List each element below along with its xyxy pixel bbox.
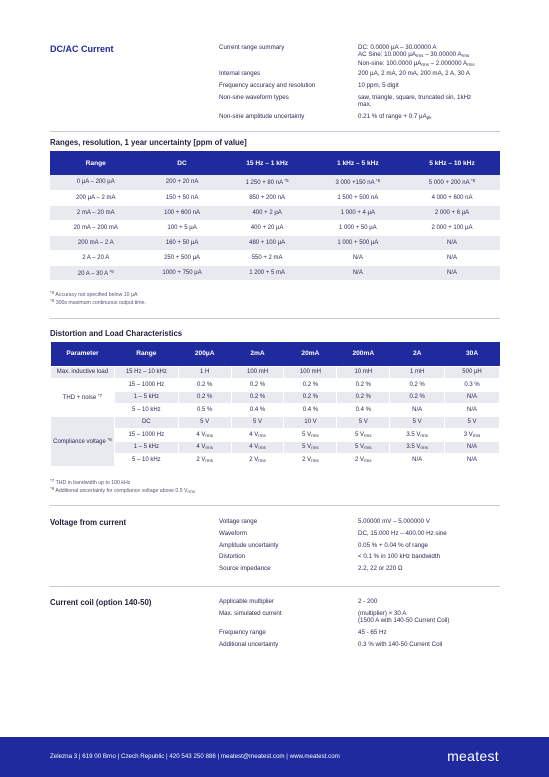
table-cell: N/A	[404, 265, 500, 280]
table-cell: 0.2 %	[390, 391, 445, 404]
coil-spec-value: 2 - 200	[358, 598, 378, 605]
table-cell: 0.2 %	[178, 391, 231, 404]
table-cell: 0.4 %	[337, 404, 390, 417]
table-cell: 0.5 %	[178, 404, 231, 417]
table-cell: 2 000 + 100 µA	[404, 220, 500, 235]
table-cell: 4 $V_{rms}$	[231, 441, 284, 454]
table-row	[51, 416, 500, 429]
coil-title: Current coil (option 140-50)	[50, 598, 152, 607]
table-row	[51, 441, 500, 454]
table-cell: 3.5 $V_{rms}$	[390, 441, 445, 454]
table-row	[51, 454, 500, 467]
voltage-spec-label: Waveform	[219, 529, 247, 537]
coil-spec-value: 45 - 65 Hz	[358, 629, 387, 636]
table-cell: 1 – 5 kHz	[114, 391, 178, 404]
dcac-spec-label: Frequency accuracy and resolution	[219, 82, 316, 89]
distortion-header-cell: 20mA	[284, 342, 337, 366]
table-cell: 5 – 10 kHz	[114, 404, 178, 417]
ranges-notes	[50, 290, 146, 307]
table-cell: N/A	[390, 404, 445, 417]
table-cell: 5 V	[390, 416, 445, 429]
table-cell: 5 V	[337, 416, 390, 429]
table-cell: 2 000 + 6 µA	[404, 205, 500, 220]
table-cell: 10 V	[284, 416, 337, 429]
dcac-spec-value: saw, triangle, square, truncated sin, 1kHz max.	[358, 93, 472, 108]
table-row	[50, 175, 500, 190]
table-cell: 480 + 100 µA	[223, 235, 312, 250]
ranges-header-cell: 15 Hz – 1 kHz	[223, 151, 312, 175]
table-cell: 0.4 %	[284, 404, 337, 417]
table-cell: 500 µH	[445, 366, 500, 379]
table-cell: 0.2 %	[284, 379, 337, 392]
ranges-table	[50, 151, 500, 281]
dcac-spec-value: 0.21 % of range + 0.7 µA$_{pk}$	[358, 112, 432, 120]
table-cell: 5 $V_{rms}$	[284, 429, 337, 442]
table-row	[51, 379, 500, 392]
table-cell: 1 000 + 500 µA	[312, 235, 404, 250]
table-cell: 550 + 2 mA	[223, 250, 312, 265]
table-cell: 2 $V_{rms}$	[337, 454, 390, 467]
table-row	[50, 220, 500, 235]
table-cell: 100 mH	[284, 366, 337, 379]
table-cell: 1 000 + 4 µA	[312, 205, 404, 220]
table-cell: 200 µA – 2 mA	[50, 190, 142, 205]
table-cell: N/A	[445, 454, 500, 467]
table-cell: 400 + 2 µA	[223, 205, 312, 220]
table-cell: 1 500 + 500 nA	[312, 190, 404, 205]
divider	[50, 131, 500, 132]
table-cell: 250 + 500 µA	[142, 250, 223, 265]
table-row	[50, 250, 500, 265]
table-cell: 3 $V_{rms}$	[445, 429, 500, 442]
table-cell: 400 + 20 µA	[223, 220, 312, 235]
table-cell: 2 $V_{rms}$	[231, 454, 284, 467]
distortion-notes	[50, 478, 195, 496]
voltage-spec-label: Source impedance	[219, 565, 271, 573]
coil-spec-value: 0.3 % with 140-50 Current Coil	[358, 640, 443, 648]
table-cell: 200 + 20 nA	[142, 175, 223, 190]
ranges-header-cell: 1 kHz – 5 kHz	[312, 151, 404, 175]
ranges-header-cell: 5 kHz – 10 kHz	[404, 151, 500, 175]
parameter-cell: Compliance voltage $^{*8}$	[51, 416, 115, 466]
note-5: $^{*5}$ Accuracy not specified below 10 µA	[50, 290, 138, 298]
voltage-spec-value: 2.2, 22 or 220 Ω	[358, 565, 403, 573]
distortion-title: Distortion and Load Characteristics	[50, 329, 183, 338]
divider	[50, 586, 500, 587]
table-cell: 0.4 %	[231, 404, 284, 417]
table-cell: 5 V	[231, 416, 284, 429]
divider	[50, 505, 500, 506]
note-8: $^{*8}$ Additional uncertainty for compliance voltage above 0.5 $V_{rms}$	[50, 486, 195, 495]
table-cell: 150 + 50 nA	[142, 190, 223, 205]
voltage-spec-value: < 0.1 % in 100 kHz bandwidth	[358, 553, 441, 561]
dcac-spec-value: DC: 0.0000 µA – 30.00000 A AC Sine: 10.0000 µA$_{rms}$ – 30.00000 $A_{rms}$ Non-sine: 100.0000 µA$_{rms}$ – 2.000000 $A_{rms}$	[358, 44, 475, 67]
table-cell: 0.2 %	[178, 379, 231, 392]
distortion-header-cell: 30A	[445, 342, 500, 366]
distortion-header-cell: 200µA	[178, 342, 231, 366]
distortion-header-cell: Range	[114, 342, 178, 366]
dcac-spec-label: Non-sine waveform types	[219, 93, 289, 101]
voltage-spec-label: Amplitude uncertainty	[219, 541, 279, 549]
table-cell: 0 µA – 200 µA	[50, 175, 142, 190]
voltage-spec-value: 5.00000 mV – 5.000000 V	[358, 518, 430, 525]
table-cell: 15 Hz – 10 kHz	[114, 366, 178, 379]
table-cell: 15 – 1000 Hz	[114, 429, 178, 442]
ranges-header-cell: Range	[50, 151, 142, 175]
table-cell: 1 000 + 50 µA	[312, 220, 404, 235]
distortion-table	[50, 342, 500, 467]
dcac-spec-value: 200 µA, 2 mA, 20 mA, 200 mA, 2 A, 30 A	[358, 70, 470, 78]
section-title-dcac: DC/AC Current	[50, 44, 114, 54]
table-cell: N/A	[312, 250, 404, 265]
table-cell: 4 $V_{rms}$	[178, 441, 231, 454]
ranges-title: Ranges, resolution, 1 year uncertainty [ppm of value]	[50, 138, 247, 147]
table-row	[50, 205, 500, 220]
table-cell: 0.3 %	[445, 379, 500, 392]
table-row	[51, 429, 500, 442]
table-cell: 0.2 %	[390, 379, 445, 392]
parameter-cell: THD + noise $^{*7}$	[51, 379, 115, 417]
footer-bar	[0, 737, 549, 777]
table-row	[50, 265, 500, 280]
table-cell: 5 $V_{rms}$	[337, 441, 390, 454]
distortion-header-cell: 2A	[390, 342, 445, 366]
table-row	[50, 190, 500, 205]
note-6: $^{*6}$ 300s maximum continuous output time.	[50, 298, 146, 307]
table-cell: DC	[114, 416, 178, 429]
table-cell: 3 000 +150 nA $^{*5}$	[312, 175, 404, 190]
table-cell: 2 mA – 20 mA	[50, 205, 142, 220]
table-cell: 5 V	[445, 416, 500, 429]
table-cell: N/A	[404, 250, 500, 265]
table-cell: 1 – 5 kHz	[114, 441, 178, 454]
table-cell: 0.2 %	[337, 391, 390, 404]
table-cell: 2 $V_{rms}$	[284, 454, 337, 467]
distortion-header-cell: Parameter	[51, 342, 115, 366]
table-cell: 200 mA – 2 A	[50, 235, 142, 250]
table-cell: 100 + 5 µA	[142, 220, 223, 235]
table-cell: 4 000 + 600 nA	[404, 190, 500, 205]
coil-spec-label: Max. simulated current	[219, 609, 282, 617]
footer-contact: Zelezna 3 | 619 00 Brno | Czech Republic | 420 543 250 886 | meatest@meatest.com | www.meatest.com	[50, 753, 340, 760]
voltage-spec-value: DC, 15.000 Hz – 400.00 Hz sine	[358, 529, 447, 537]
table-cell: N/A	[445, 441, 500, 454]
table-cell: 5 $V_{rms}$	[337, 429, 390, 442]
voltage-spec-value: 0.05 % + 0.04 % of range	[358, 541, 429, 549]
table-row	[51, 366, 500, 379]
table-cell: 20 mA – 200 mA	[50, 220, 142, 235]
meatest-logo: meatest	[447, 748, 499, 764]
table-cell: 2 $V_{rms}$	[178, 454, 231, 467]
table-cell: 10 mH	[337, 366, 390, 379]
coil-spec-label: Applicable multiplier	[219, 598, 275, 605]
parameter-cell: Max. inductive load	[51, 366, 115, 379]
distortion-header-cell: 200mA	[337, 342, 390, 366]
table-cell: 15 – 1000 Hz	[114, 379, 178, 392]
table-cell: 100 mH	[231, 366, 284, 379]
dcac-spec-label: Internal ranges	[219, 70, 261, 78]
voltage-title: Voltage from current	[50, 518, 127, 527]
ranges-header-cell: DC	[142, 151, 223, 175]
table-cell: 4 $V_{rms}$	[231, 429, 284, 442]
table-cell: N/A	[445, 404, 500, 417]
table-cell: 4 $V_{rms}$	[178, 429, 231, 442]
table-cell: 1 H	[178, 366, 231, 379]
table-cell: 160 + 50 µA	[142, 235, 223, 250]
table-cell: 5 – 10 kHz	[114, 454, 178, 467]
table-row	[51, 404, 500, 417]
voltage-spec-label: Voltage range	[219, 518, 258, 525]
divider	[50, 318, 500, 319]
table-cell: 1 250 + 80 nA $^{*5}$	[223, 175, 312, 190]
table-cell: N/A	[445, 391, 500, 404]
table-cell: 0.2 %	[231, 379, 284, 392]
table-cell: 5 V	[178, 416, 231, 429]
table-cell: 0.2 %	[337, 379, 390, 392]
coil-spec-label: Additional uncertainty	[219, 640, 279, 648]
coil-spec-label: Frequency range	[219, 629, 266, 636]
voltage-spec-label: Distortion	[219, 553, 246, 561]
table-cell: 0.2 %	[284, 391, 337, 404]
table-cell: 1 200 + 5 mA	[223, 265, 312, 280]
table-row	[51, 391, 500, 404]
note-7: $^{*7}$ THD in bandwidth up to 100 kHz	[50, 478, 131, 486]
table-cell: 2 A – 20 A	[50, 250, 142, 265]
table-cell: N/A	[404, 235, 500, 250]
coil-spec-value: (multiplier) × 30 A (1500 A with 140-50 Current Coil)	[358, 609, 450, 625]
table-cell: 5 000 + 200 nA $^{*5}$	[404, 175, 500, 190]
table-cell: 850 + 200 nA	[223, 190, 312, 205]
table-cell: N/A	[390, 454, 445, 467]
table-cell: 0.2 %	[231, 391, 284, 404]
table-cell: 20 A – 30 A $^{*6}$	[50, 265, 142, 280]
distortion-header-cell: 2mA	[231, 342, 284, 366]
table-cell: 1 mH	[390, 366, 445, 379]
table-cell: N/A	[312, 265, 404, 280]
dcac-spec-value: 10 ppm, 5 digit	[358, 82, 399, 89]
dcac-spec-label: Non-sine amplitude uncertainty	[219, 112, 305, 120]
table-cell: 3.5 $V_{rms}$	[390, 429, 445, 442]
table-row	[50, 235, 500, 250]
dcac-spec-label: Current range summary	[219, 44, 285, 51]
table-cell: 1000 + 750 µA	[142, 265, 223, 280]
table-cell: 100 + 600 nA	[142, 205, 223, 220]
table-cell: 5 $V_{rms}$	[284, 441, 337, 454]
